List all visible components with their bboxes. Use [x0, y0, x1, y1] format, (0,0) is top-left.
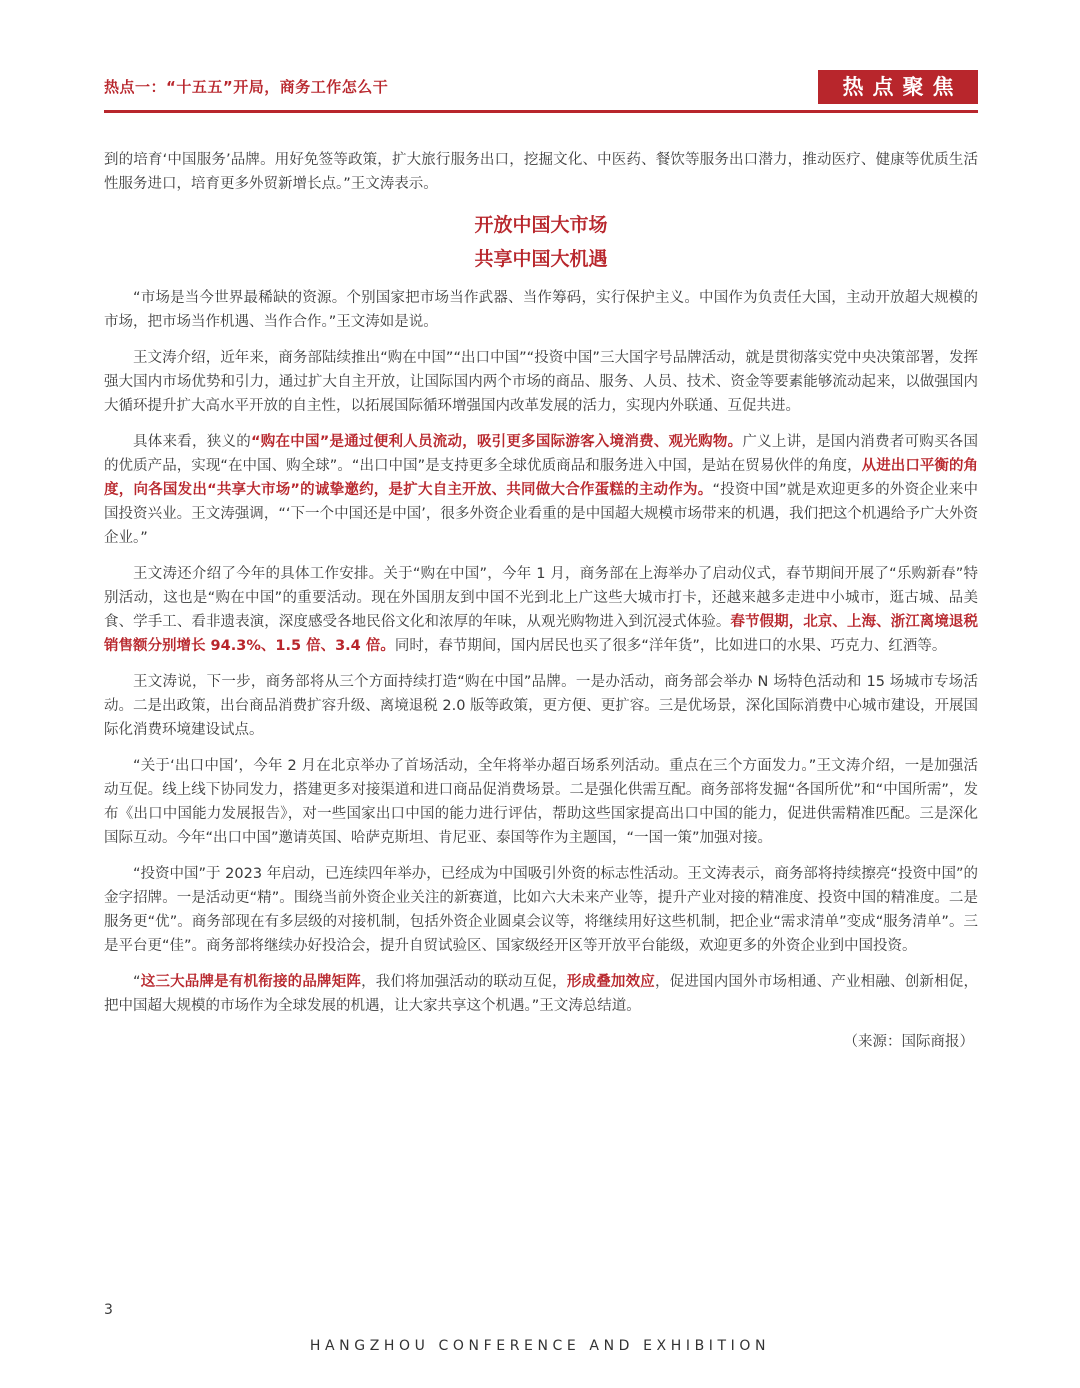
- intro-paragraph: 到的培育‘中国服务’品牌。用好免签等政策，扩大旅行服务出口，挖掘文化、中医药、餐饮等服务出口潜力，推动医疗、健康等优质生活性服务进口，培育更多外贸新增长点。”王文涛表示。: [104, 152, 978, 192]
- p8-text-1: “: [133, 974, 141, 990]
- section-badge: 热点聚焦: [818, 70, 978, 104]
- article-body: [104, 148, 978, 1054]
- paragraph-7: “投资中国”于 2023 年启动，已连续四年举办，已经成为中国吸引外资的标志性活动。王文涛表示，商务部将持续擦亮“投资中国”的金字招牌。一是活动更“精”。围绕当前外资企业关注的新赛道，比如六大未来产业等，提升产业对接的精准度、投资中国的精准度。二是服务更“优”。商务部现在有多层级的对接机制，包括外资企业圆桌会议等，将继续用好这些机制，把企业“需求清单”变成“服务清单”。三是平台更“佳”。商务部将继续办好投洽会，提升自贸试验区、国家级经开区等开放平台能级，欢迎更多的外资企业到中国投资。: [104, 866, 978, 954]
- p4-highlight-1: 春节假期，北京、上海、浙江离境退税销售额分别增长 94.3%、1.5 倍、3.4 倍。: [104, 614, 979, 654]
- p4-text-1: 王文涛还介绍了今年的具体工作安排。关于“购在中国”，今年 1 月，商务部在上海举办了启动仪式，春节期间开展了“乐购新春”特别活动，这也是“购在中国”的重要活动。现在外国朋友到中国不光到北上广这些大城市打卡，还越来越多走进中小城市，逛古城、品美食、学手工、看非遗表演，深度感受各地民俗文化和浓厚的年味，从观光购物进入到沉浸式体验。: [104, 566, 978, 630]
- paragraph-8: [104, 970, 978, 1018]
- paragraph-1: “市场是当今世界最稀缺的资源。个别国家把市场当作武器、当作筹码，实行保护主义。中国作为负责任大国，主动开放超大规模的市场，把市场当作机遇、当作合作。”王文涛如是说。: [104, 290, 978, 330]
- paragraph-3: [104, 430, 978, 550]
- p3-text-3: “投资中国”就是欢迎更多的外资企业来中国投资兴业。王文涛强调，“‘下一个中国还是中国’，很多外资企业看重的是中国超大规模市场带来的机遇，我们把这个机遇给予广大外资企业。”: [104, 482, 978, 546]
- p3-highlight-1: “购在中国”是通过便利人员流动，吸引更多国际游客入境消费、观光购物。: [250, 434, 743, 450]
- p3-highlight-2: 从进出口平衡的角度，向各国发出“共享大市场”的诚挚邀约，是扩大自主开放、共同做大合作蛋糕的主动作为。: [104, 458, 979, 498]
- section-heading: [104, 208, 978, 276]
- source-credit: （来源：国际商报）: [843, 1034, 974, 1050]
- p8-highlight-1: 这三大品牌是有机衔接的品牌矩阵: [140, 974, 362, 990]
- section-title-line1: 开放中国大市场: [474, 214, 608, 236]
- p3-text-2: 广义上讲，是国内消费者可购买各国的优质产品，实现“在中国、购全球”。“出口中国”是支持更多全球优质商品和服务进入中国，是站在贸易伙伴的角度，: [104, 434, 979, 474]
- paragraph-6: “关于‘出口中国’，今年 2 月在北京举办了首场活动，全年将举办超百场系列活动。重点在三个方面发力。”王文涛介绍，一是加强活动互促。线上线下协同发力，搭建更多对接渠道和进口商品促消费场景。二是强化供需互配。商务部将发掘“各国所优”和“中国所需”，发布《出口中国能力发展报告》，对一些国家出口中国的能力进行评估，帮助这些国家提高出口中国的能力，促进供需精准匹配。三是深化国际互动。今年“出口中国”邀请英国、哈萨克斯坦、肯尼亚、泰国等作为主题国，“一国一策”加强对接。: [104, 758, 978, 846]
- paragraph-4: [104, 562, 978, 658]
- paragraph-5: 王文涛说，下一步，商务部将从三个方面持续打造“购在中国”品牌。一是办活动，商务部会举办 N 场特色活动和 15 场城市专场活动。二是出政策，出台商品消费扩容升级、离境退税 2.0 版等政策，更方便、更扩容。三是优场景，深化国际消费中心城市建设，开展国际化消费环境建设试点。: [104, 674, 978, 738]
- header-title: 热点一：“十五五”开局，商务工作怎么干: [104, 78, 389, 96]
- p8-highlight-2: 形成叠加效应: [566, 974, 655, 990]
- header-divider: [104, 110, 978, 113]
- paragraph-2: 王文涛介绍，近年来，商务部陆续推出“购在中国”“出口中国”“投资中国”三大国字号品牌活动，就是贯彻落实党中央决策部署，发挥强大国内市场优势和引力，通过扩大自主开放，让国际国内两个市场的商品、服务、人员、技术、资金等要素能够流动起来，以做强国内大循环提升扩大高水平开放的自主性，以拓展国际循环增强国内改革发展的活力，实现内外联通、互促共进。: [104, 350, 978, 414]
- page-number: 3: [104, 1302, 113, 1318]
- p4-text-2: 同时，春节期间，国内居民也买了很多“洋年货”，比如进口的水果、巧克力、红酒等。: [394, 638, 947, 654]
- page-header: [104, 70, 978, 104]
- section-title-line2: 共享中国大机遇: [474, 248, 608, 270]
- p3-text-1: 具体来看，狭义的: [133, 434, 251, 450]
- p8-text-3: ，促进国内国外市场相通、产业相融、创新相促，把中国超大规模的市场作为全球发展的机遇，让大家共享这个机遇。”王文涛总结道。: [104, 974, 979, 1014]
- p8-text-2: ，我们将加强活动的联动互促，: [361, 974, 567, 990]
- footer-text: HANGZHOU CONFERENCE AND EXHIBITION: [309, 1338, 771, 1354]
